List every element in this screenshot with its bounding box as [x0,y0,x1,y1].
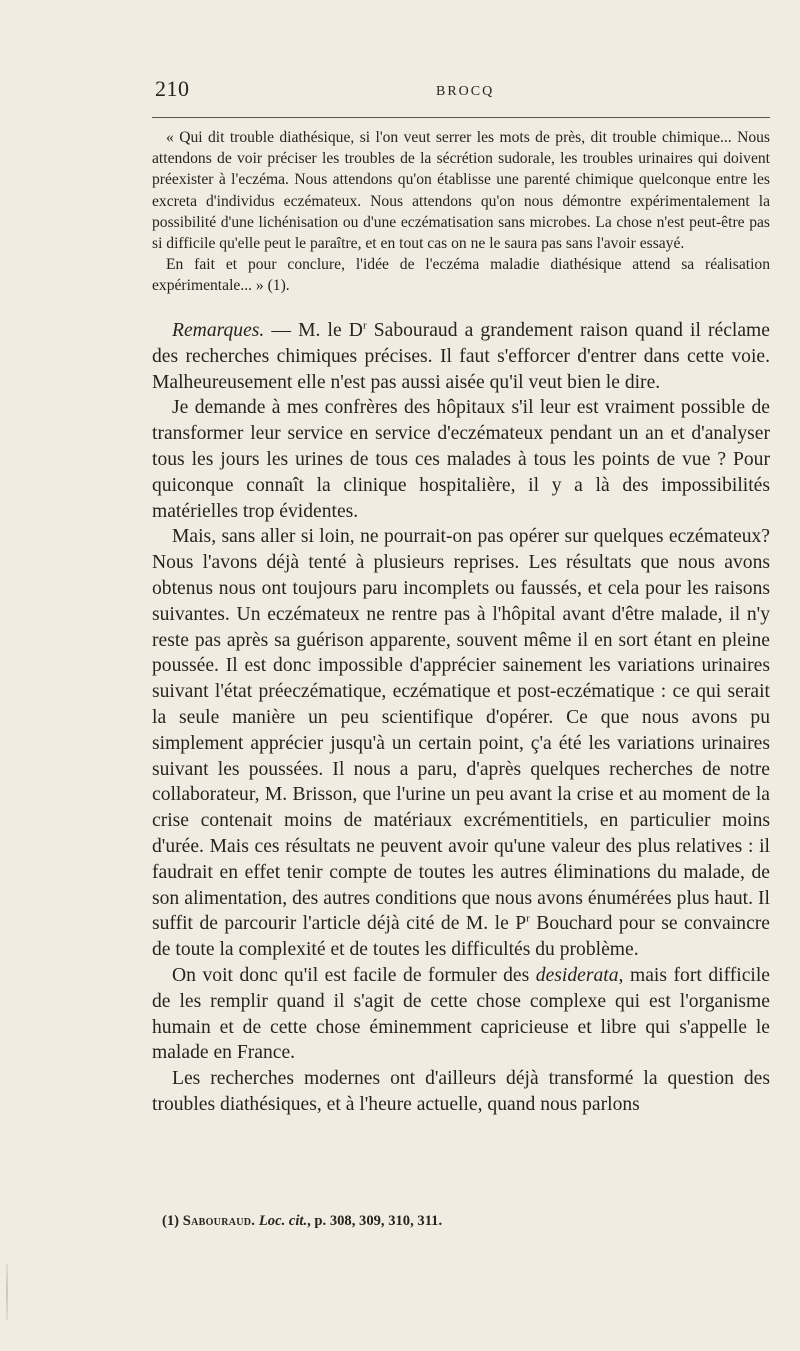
footnote-reference: Loc. cit. [258,1213,308,1229]
text-run: Sabouraud a grandement raison quand il réclame des recherches chimiques précises. Il faut s'efforcer d'entrer dans cette voie. Malheureusement elle n'est pas aussi aisée qu'il veut bien le dire. [152,320,770,393]
body-paragraph [152,318,770,395]
footnote-author: Sabouraud. [182,1213,256,1229]
footnote-pages: , p. 308, 309, 310, 311. [307,1213,443,1229]
page-edge-mark [6,1264,8,1320]
text-run: On voit donc qu'il est facile de formuler des [172,964,536,986]
body-paragraph: Les recherches modernes ont d'ailleurs déjà transformé la question des troubles diathésiques, et à l'heure actuelle, quand nous parlons [152,1068,770,1115]
footnote-number: (1) [162,1213,180,1229]
remarques-label: Remarques. [172,320,265,341]
body-paragraph: Je demande à mes confrères des hôpitaux s'il leur est vraiment possible de transformer leur service en service d'eczémateux pendant un an et d'analyser tous les jours les urines de tous ces malades à tous les points de vue ? Pour quiconque connaît la clinique hospitalière, il y a là des impossibilités matérielles trop évidentes. [152,397,770,522]
header-rule [152,117,770,118]
running-head [152,76,770,106]
running-title: BROCQ [436,84,495,99]
body-paragraph [152,524,770,963]
text-run: Mais, sans aller si loin, ne pourrait-on pas opérer sur quelques eczémateux? Nous l'avons déjà tenté à plusieurs reprises. Les résultats que nous avons obtenus nous ont toujours paru incomplets ou faussés, et cela pour les raisons suivantes. Un eczémateux ne rentre pas à l'hôpital avant d'être malade, il n'y reste pas après sa guérison apparente, souvent même il en sort étant en pleine poussée. Il est donc impossible d'apprécier sainement les variations urinaires suivant l'état préeczématique, eczématique et post-eczématique : ce qui serait la seule manière un peu scientifique d'opérer. Ce que nous avons pu simplement apprécier jusqu'à un certain point, ç'a été les variations urinaires suivant les poussées. Il nous a paru, d'après quelques recherches de notre collaborateur, M. Brisson, que l'urine un peu avant la crise et au moment de la crise contenait moins de matériaux excrémentitiels, en particulier moins d'urée. Mais ces résultats ne peuvent avoir qu'une valeur des plus relatives : il faudrait en effet tenir compte de toutes les autres éliminations du malade, de son alimentation, des autres conditions que nous avons énumérées plus haut. Il suffit de parcourir l'article déjà cité de M. le P [152,526,770,935]
quote-paragraph: « Qui dit trouble diathésique, si l'on veut serrer les mots de près, dit trouble chimique... Nous attendons de voir préciser les troubles de la sécrétion sudorale, les troubles urinaires qui doivent préexister à l'eczéma. Nous attendons qu'on établisse une parenté chimique quelconque entre les excreta d'individus eczémateux. Nous attendons qu'on nous démontre expérimentalement la possibilité d'une lichénisation ou d'une eczématisation sans microbes. La chose n'est peut-être pas si difficile qu'elle peut le paraître, et en tout cas on ne le saura pas sans l'avoir essayé. [152,129,770,253]
footnote [162,1211,762,1231]
text-run: Bouchard pour se convaincre de toute la complexité et de toutes les difficultés du problème. [152,913,770,961]
emphasis: desiderata [535,964,619,986]
superscript: r [526,912,530,925]
main-text [152,318,770,1118]
superscript: r [362,319,367,332]
quoted-passage [152,127,770,297]
quote-paragraph: En fait et pour conclure, l'idée de l'eczéma maladie diathésique attend sa réalisation expérimentale... » (1). [152,256,770,295]
text-run: — M. le D [264,320,363,341]
text-run: , mais fort difficile de les remplir quand il s'agit de cette chose complexe qui est l'organisme humain et de cette chose éminemment capricieuse et libre qui s'appelle le malade en France. [152,964,770,1064]
body-paragraph [152,963,770,1066]
page-number: 210 [155,76,190,101]
